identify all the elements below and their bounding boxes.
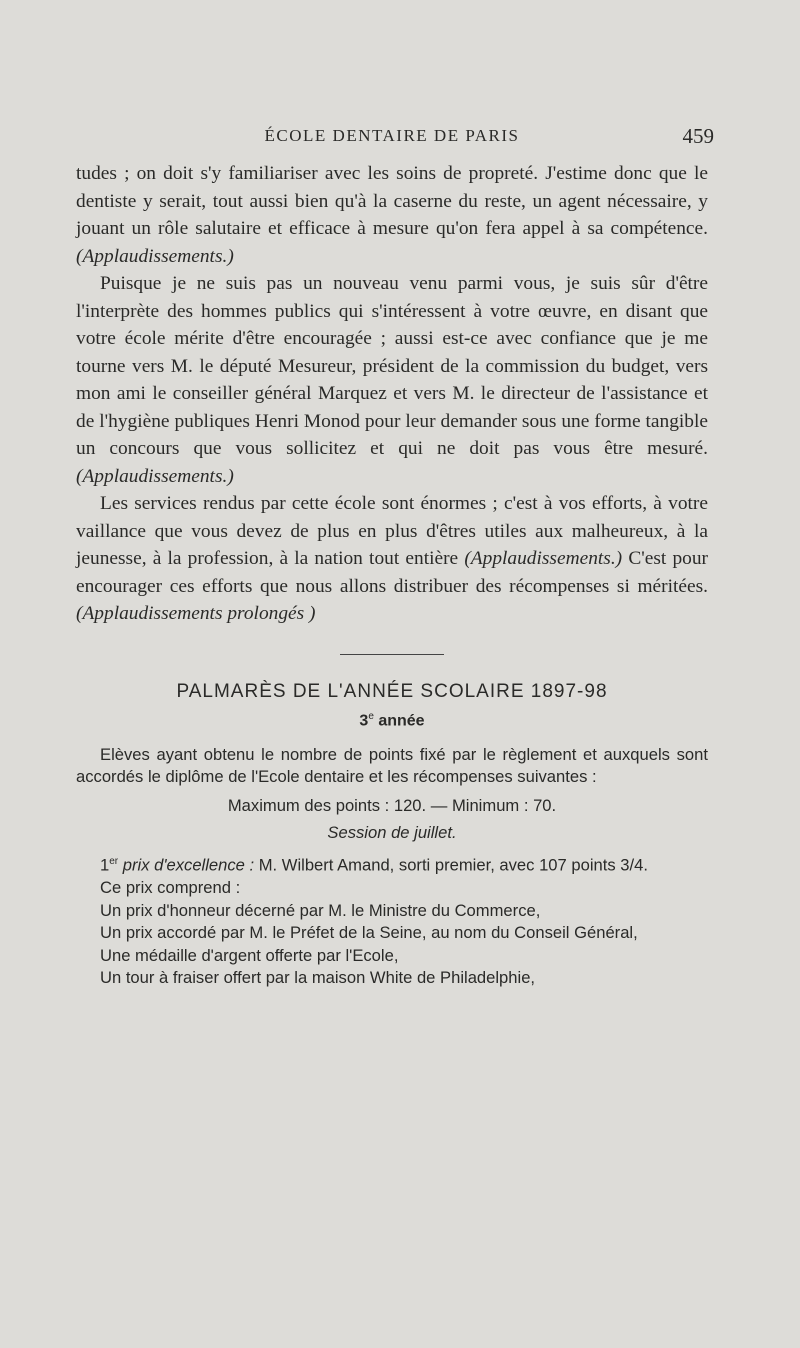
list-item: Un tour à fraiser offert par la maison White de Philadelphie, xyxy=(100,968,536,988)
applause-note: (Applaudissements.) xyxy=(76,245,234,267)
paragraph-3 xyxy=(76,490,708,628)
prize-number: 1 xyxy=(100,855,110,875)
paragraph-text: Puisque je ne suis pas un nouveau venu parmi vous, je suis sûr d'être l'interprète des hommes publics qui s'intéressent à votre œuvre, en disant que votre école mérite d'être encouragée ; aussi est-ce avec confiance que je me tourne vers M. le député Mesureur, président de la commission du budget, vers mon ami le conseiller général Marquez et vers M. le directeur de l'assistance et de l'hygiène publiques Henri Monod pour leur demander sous une forme tangible un concours que vous sollicitez et qui ne doit pas vous être mesuré. xyxy=(76,273,708,459)
page-number: 459 xyxy=(682,124,714,148)
applause-note: (Applaudissements prolongés ) xyxy=(76,603,316,624)
palmares-title: PALMARÈS DE L'ANNÉE SCOLAIRE 1897-98 xyxy=(176,680,608,702)
paragraph-text: Les services rendus par cette école sont énormes ; c'est à vos efforts, à votre vaillance que vous devez de plus en plus d'êtres utiles aux malheureux, à la jeunesse, à la profession, à la nation tout entière xyxy=(76,493,708,569)
running-header xyxy=(76,120,714,150)
header-title: ÉCOLE DENTAIRE DE PARIS xyxy=(264,126,520,145)
list-item: Un prix accordé par M. le Préfet de la Seine, au nom du Conseil Général, xyxy=(100,923,638,943)
year-heading xyxy=(76,711,708,730)
page-body xyxy=(76,160,708,990)
list-item: Une médaille d'argent offerte par l'Ecole, xyxy=(100,945,399,965)
prize-sup: er xyxy=(109,856,119,868)
prize-text: M. Wilbert Amand, sorti premier, avec 107 points 3/4. xyxy=(254,855,648,875)
includes-line: Ce prix comprend : xyxy=(100,878,241,898)
palmares-body xyxy=(76,744,708,990)
paragraph-2 xyxy=(76,270,708,490)
session-heading: Session de juillet. xyxy=(327,823,457,843)
year-sup: e xyxy=(368,710,374,722)
section-divider xyxy=(340,654,444,655)
applause-note: (Applaudissements.) xyxy=(458,548,623,569)
points-line: Maximum des points : 120. — Minimum : 70. xyxy=(227,795,557,815)
applause-note: (Applaudissements.) xyxy=(76,465,234,487)
prize-line xyxy=(76,851,708,877)
paragraph-text: C'est pour encourager ces efforts que nous allons distribuer des récompenses si méritées. xyxy=(76,548,708,597)
list-item: Un prix d'honneur décerné par M. le Ministre du Commerce, xyxy=(100,900,541,920)
prize-label: prix d'excellence : xyxy=(118,855,255,875)
year-label: année xyxy=(373,711,425,729)
paragraph-text: tudes ; on doit s'y familiariser avec les soins de propreté. J'estime donc que le dentiste y serait, tout aussi bien qu'à la caserne du reste, un agent nécessaire, y jouant un rôle salutaire et efficace à mesure qu'on fera appel à sa compétence. xyxy=(76,163,708,239)
intro-text: Elèves ayant obtenu le nombre de points fixé par le règlement et auxquels sont accordés le diplôme de l'Ecole dentaire et les récompenses suivantes : xyxy=(76,744,708,787)
paragraph-1 xyxy=(76,160,708,270)
year-number: 3 xyxy=(359,711,369,729)
